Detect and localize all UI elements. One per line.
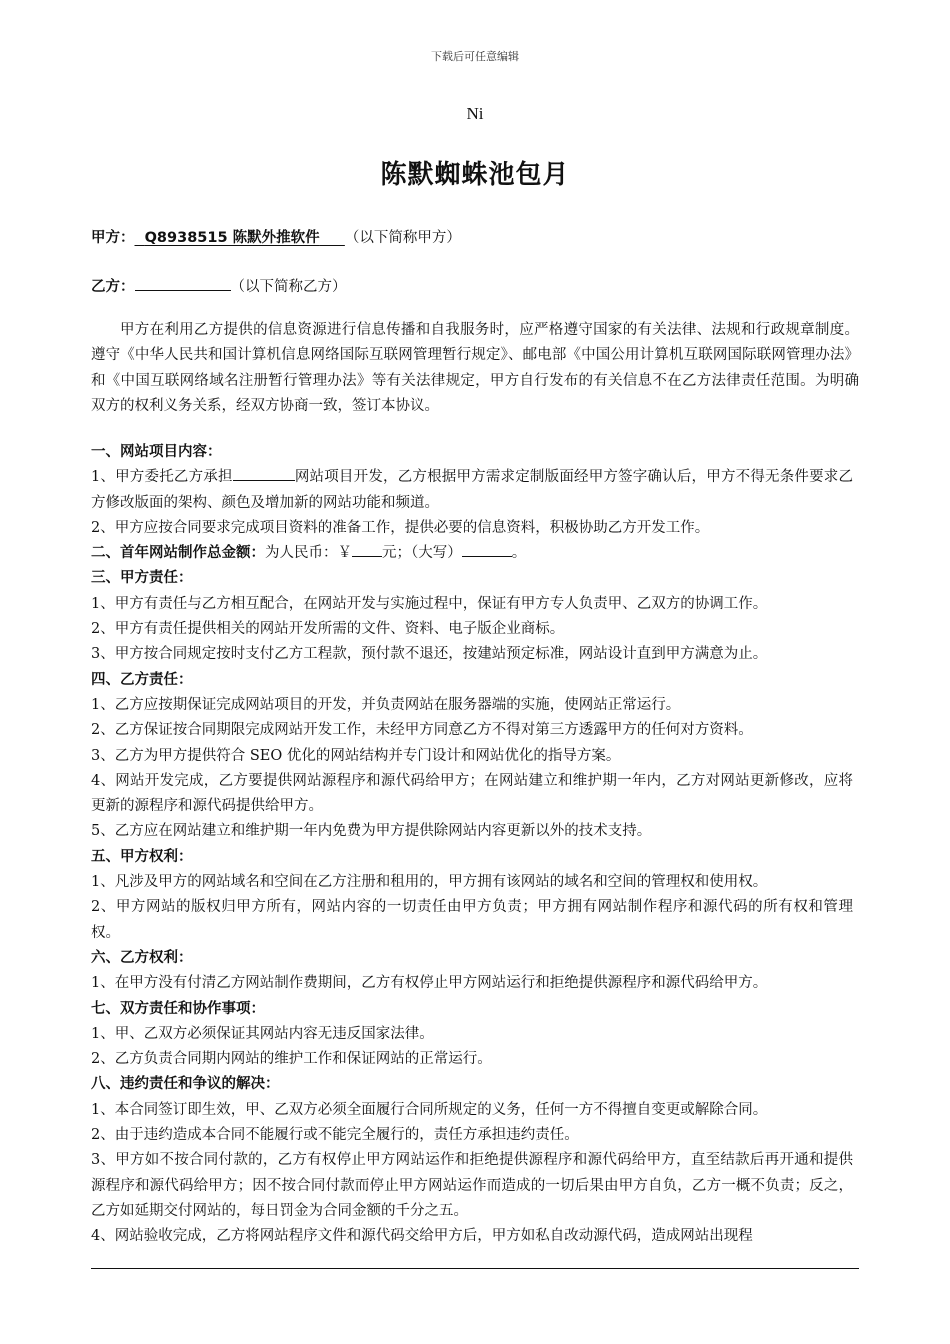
project-name-blank [233,465,295,481]
section-7-heading: 七、双方责任和协作事项： [91,1000,265,1017]
section-4-item-4: 4、网站开发完成，乙方要提供网站源程序和源代码给甲方；在网站建立和维护期一年内，乙方对网站更新修改，应将更新的源程序和源代码提供给甲方。 [91,772,853,815]
header-note: 下载后可任意编辑 [431,50,519,63]
contract-body [91,440,866,1250]
section-8-item-4: 4、网站验收完成，乙方将网站程序文件和源代码交给甲方后，甲方如私自改动源代码，造成网站出现程 [91,1228,753,1245]
amount-blank [352,541,382,557]
section-1-item-1: 1、甲方委托乙方承担 网站项目开发，乙方根据甲方需求定制版面经甲方签字确认后，甲方不得无条件要求乙方修改版面的架构、颜色及增加新的网站功能和频道。 [91,465,853,516]
section-3-item-3: 3、甲方按合同规定按时支付乙方工程款，预付款不退还，按建站预定标准，网站设计直到甲方满意为止。 [91,646,768,663]
section-1-heading: 一、网站项目内容： [91,444,222,460]
party-b-suffix: （以下简称乙方） [230,279,347,295]
section-3-item-2: 2、甲方有责任提供相关的网站开发所需的文件、资料、电子版企业商标。 [91,621,565,638]
section-3-heading: 三、甲方责任： [91,570,193,587]
section-3-item-1: 1、甲方有责任与乙方相互配合，在网站开发与实施过程中，保证有甲方专人负责甲、乙双方的协调工作。 [91,595,768,612]
section-5-item-1: 1、凡涉及甲方的网站域名和空间在乙方注册和租用的，甲方拥有该网站的域名和空间的管理权和使用权。 [91,874,768,891]
document-code: Ni [466,104,484,123]
section-6-item-1: 1、在甲方没有付清乙方网站制作费期间，乙方有权停止甲方网站运行和拒绝提供源程序和源代码给甲方。 [91,975,768,992]
section-7-item-1: 1、甲、乙双方必须保证其网站内容无违反国家法律。 [91,1025,434,1042]
section-8-item-1: 1、本合同签订即生效，甲、乙双方必须全面履行合同所规定的义务，任何一方不得擅自变更或解除合同。 [91,1101,768,1118]
section-2-line: 二、首年网站制作总金额：为人民币：￥ 元；（大写） 。 [91,541,866,566]
amount-words-blank [462,541,512,557]
section-8-item-3: 3、甲方如不按合同付款的，乙方有权停止甲方网站运作和拒绝提供源程序和源代码给甲方，直至结款后再开通和提供源程序和源代码给甲方；因不按合同付款而停止甲方网站运作而造成的一切后果由甲方自负，乙方一概不负责；反之，乙方如延期交付网站的，每日罚金为合同金额的千分之五。 [91,1152,853,1219]
party-b-name-blank [135,276,231,291]
intro-paragraph: 甲方在利用乙方提供的信息资源进行信息传播和自我服务时，应严格遵守国家的有关法律、法规和行政规章制度。遵守《中华人民共和国计算机信息网络国际互联网管理暂行规定》、邮电部《中国公用计算机互联网国际联网管理办法》和《中国互联网络域名注册暂行管理办法》等有关法律规定，甲方自行发布的有关信息不在乙方法律责任范围。为明确双方的权利义务关系，经双方协商一致，签订本协议。 [91,322,859,414]
section-4-item-2: 2、乙方保证按合同期限完成网站开发工作，未经甲方同意乙方不得对第三方透露甲方的任何对方资料。 [91,722,753,739]
section-5-heading: 五、甲方权利： [91,848,193,865]
party-b-line [91,275,347,296]
party-a-line [91,226,461,247]
section-7-item-2: 2、乙方负责合同期内网站的维护工作和保证网站的正常运行。 [91,1051,492,1068]
section-1-item-2: 2、甲方应按合同要求完成项目资料的准备工作，提供必要的信息资料，积极协助乙方开发工作。 [91,519,710,536]
section-2-heading: 二、首年网站制作总金额： [91,545,265,562]
section-8-item-2: 2、由于违约造成本合同不能履行或不能完全履行的，责任方承担违约责任。 [91,1127,579,1144]
section-8-heading: 八、违约责任和争议的解决： [91,1076,280,1093]
section-4-heading: 四、乙方责任： [91,671,193,688]
section-4-item-5: 5、乙方应在网站建立和维护期一年内免费为甲方提供除网站内容更新以外的技术支持。 [91,823,652,840]
section-5-item-2: 2、甲方网站的版权归甲方所有，网站内容的一切责任由甲方负责；甲方拥有网站制作程序和源代码的所有权和管理权。 [91,899,853,941]
section-4-item-1: 1、乙方应按期保证完成网站项目的开发，并负责网站在服务器端的实施，使网站正常运行。 [91,696,681,713]
document-title: 陈默蜘蛛池包月 [380,160,570,190]
party-b-label: 乙方： [91,279,135,295]
footer-divider [91,1268,859,1269]
section-4-item-3: 3、乙方为甲方提供符合 SEO 优化的网站结构并专门设计和网站优化的指导方案。 [91,747,621,764]
party-a-name: Q8938515 陈默外推软件 [144,230,320,246]
section-6-heading: 六、乙方权利： [91,949,193,966]
party-a-label: 甲方： [91,230,135,246]
party-a-suffix: （以下简称甲方） [344,230,461,246]
